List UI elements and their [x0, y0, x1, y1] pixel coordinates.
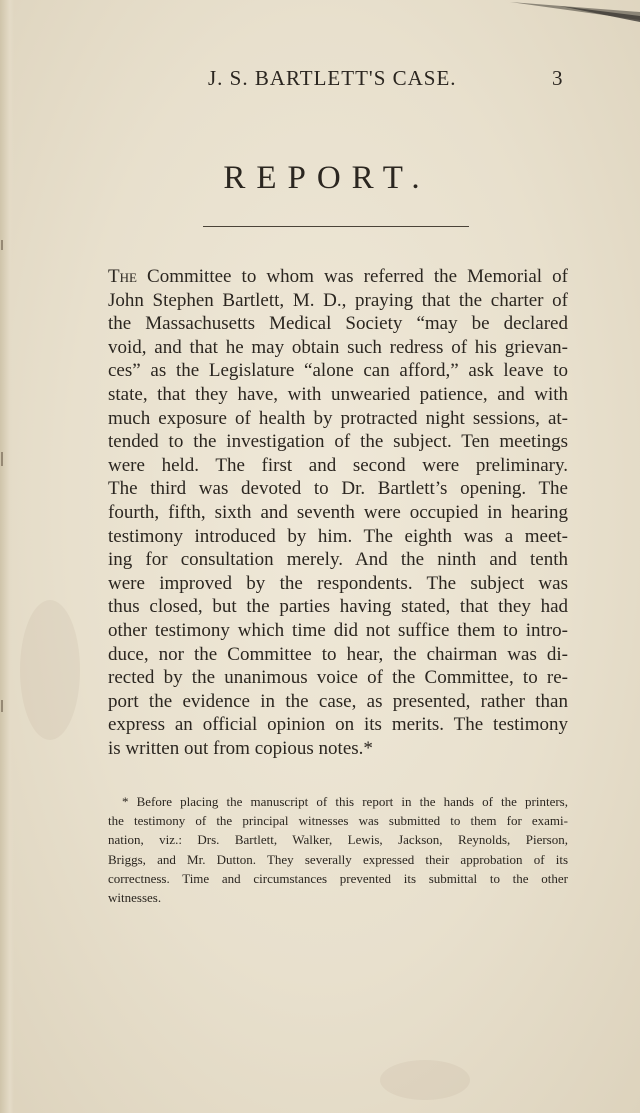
running-title: J. S. BARTLETT'S CASE.	[208, 66, 457, 90]
footnote-line: Briggs, and Mr. Dutton. They severally expressed their approbation of its	[108, 851, 568, 867]
body-line: the Massachusetts Medical Society “may be declared	[108, 313, 568, 335]
heading-divider	[203, 226, 469, 227]
body-line: express an official opinion on its merits. The testimony	[108, 714, 568, 736]
body-line: John Stephen Bartlett, M. D., praying that the charter of	[108, 289, 568, 311]
paper-stain	[380, 1060, 470, 1100]
lead-word: The	[108, 266, 137, 287]
binding-mark	[1, 452, 3, 466]
body-line: tended to the investigation of the subject. Ten meetings	[108, 431, 568, 453]
report-body	[108, 265, 568, 760]
page-corner-fold	[500, 0, 640, 34]
body-line: fourth, fifth, sixth and seventh were occupied in hearing	[108, 501, 568, 523]
body-line: ing for consultation merely. And the ninth and tenth	[108, 549, 568, 571]
body-line: void, and that he may obtain such redress of his grievan-	[108, 336, 568, 358]
body-line: is written out from copious notes.*	[108, 737, 373, 759]
body-line: rected by the unanimous voice of the Committee, to re-	[108, 667, 568, 689]
body-line: state, that they have, with unwearied patience, and with	[108, 383, 568, 405]
body-line: testimony introduced by him. The eighth was a meet-	[108, 525, 568, 547]
footnote-line: witnesses.	[108, 890, 162, 906]
footnote-line: the testimony of the principal witnesses was submitted to them for exami-	[108, 813, 568, 829]
running-header	[0, 66, 640, 102]
body-line: were held. The first and second were preliminary.	[108, 454, 568, 476]
footnote-line: * Before placing the manuscript of this report in the hands of the printers,	[122, 794, 568, 809]
binding-mark	[1, 700, 3, 712]
paper-stain	[20, 600, 80, 740]
body-line: ces” as the Legislature “alone can afford,” ask leave to	[108, 360, 568, 382]
body-line: thus closed, but the parties having stated, that they had	[108, 596, 568, 618]
footnote-line: correctness. Time and circumstances prevented its submittal to the other	[108, 870, 568, 886]
body-line: much exposure of health by protracted night sessions, at-	[108, 407, 568, 429]
body-line: The Committee to whom was referred the Memorial of	[108, 266, 568, 287]
body-line: were improved by the respondents. The subject was	[108, 572, 568, 594]
page-number: 3	[552, 66, 563, 90]
body-line: duce, nor the Committee to hear, the chairman was di-	[108, 643, 568, 665]
binding-mark	[1, 240, 3, 250]
report-heading: REPORT.	[223, 160, 431, 196]
body-line: The third was devoted to Dr. Bartlett’s opening. The	[108, 478, 568, 500]
footnote	[108, 792, 568, 907]
body-line: port the evidence in the case, as presented, rather than	[108, 690, 568, 712]
footnote-line: nation, viz.: Drs. Bartlett, Walker, Lewis, Jackson, Reynolds, Pierson,	[108, 832, 568, 848]
body-line: other testimony which time did not suffice them to intro-	[108, 619, 568, 641]
